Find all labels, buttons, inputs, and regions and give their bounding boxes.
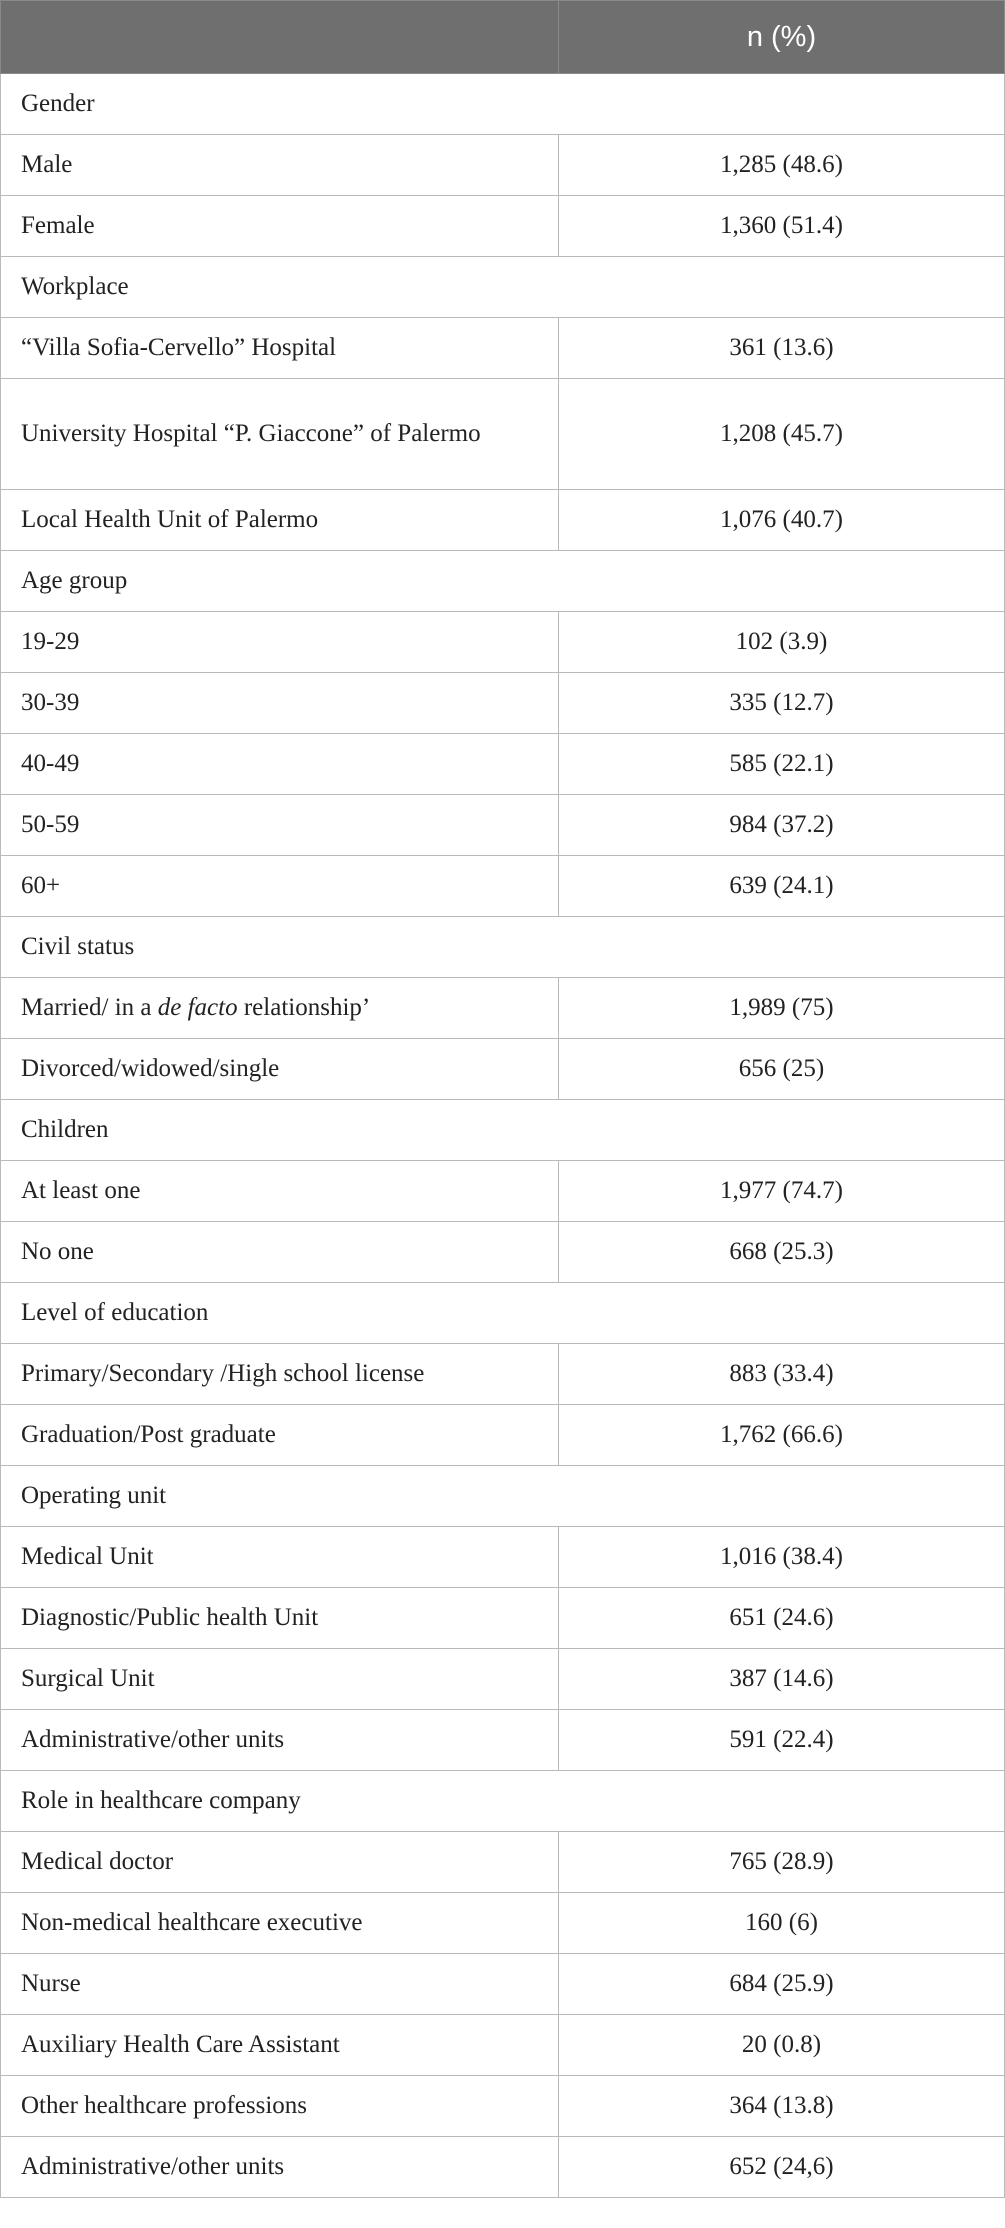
header-label-column [1,1,559,74]
row-label-italic-part: de facto [157,994,238,1021]
row-label: 50-59 [1,795,559,856]
row-label: Administrative/other units [1,1710,559,1771]
table-row [1,734,1005,795]
header-row [1,1,1005,74]
row-label: 30-39 [1,673,559,734]
table-row [1,490,1005,551]
row-label: “Villa Sofia-Cervello” Hospital [1,318,559,379]
header-n-percent-column: n (%) [559,1,1005,74]
row-value: 102 (3.9) [559,612,1005,673]
table-row [1,978,1005,1039]
table-body [1,74,1005,2198]
table-row [1,1527,1005,1588]
table-row [1,1832,1005,1893]
group-row [1,917,1005,978]
table-row [1,1893,1005,1954]
row-value: 1,285 (48.6) [559,135,1005,196]
group-heading: Level of education [1,1283,1005,1344]
table-row [1,856,1005,917]
row-label: Local Health Unit of Palermo [1,490,559,551]
group-row [1,1466,1005,1527]
row-value: 1,016 (38.4) [559,1527,1005,1588]
group-heading: Operating unit [1,1466,1005,1527]
row-value: 765 (28.9) [559,1832,1005,1893]
group-heading: Age group [1,551,1005,612]
group-heading: Gender [1,74,1005,135]
row-label: No one [1,1222,559,1283]
row-label: Graduation/Post graduate [1,1405,559,1466]
row-value: 1,989 (75) [559,978,1005,1039]
table-row [1,379,1005,490]
group-heading: Civil status [1,917,1005,978]
table-row [1,1588,1005,1649]
row-value: 668 (25.3) [559,1222,1005,1283]
row-value: 639 (24.1) [559,856,1005,917]
table-row [1,1039,1005,1100]
row-label-part: relationship’ [237,994,371,1021]
group-row [1,1771,1005,1832]
row-value: 1,762 (66.6) [559,1405,1005,1466]
row-value: 591 (22.4) [559,1710,1005,1771]
row-label: 60+ [1,856,559,917]
table-row [1,2015,1005,2076]
row-value: 1,208 (45.7) [559,379,1005,490]
row-label: Medical Unit [1,1527,559,1588]
table-row [1,612,1005,673]
row-label [1,978,559,1039]
row-value: 160 (6) [559,1893,1005,1954]
group-row [1,551,1005,612]
group-row [1,1283,1005,1344]
row-label: Non-medical healthcare executive [1,1893,559,1954]
group-heading: Workplace [1,257,1005,318]
row-label-part: Married/ in a [21,994,158,1021]
table-row [1,1405,1005,1466]
group-row [1,1100,1005,1161]
row-label: Auxiliary Health Care Assistant [1,2015,559,2076]
table-row [1,795,1005,856]
row-label: Divorced/widowed/single [1,1039,559,1100]
row-label: Male [1,135,559,196]
row-label: 19-29 [1,612,559,673]
row-value: 1,360 (51.4) [559,196,1005,257]
table-row [1,1649,1005,1710]
table-header [1,1,1005,74]
row-label: Administrative/other units [1,2137,559,2198]
row-value: 585 (22.1) [559,734,1005,795]
table-row [1,1344,1005,1405]
row-label: Nurse [1,1954,559,2015]
table-row [1,1222,1005,1283]
table-row [1,1954,1005,2015]
row-label: Surgical Unit [1,1649,559,1710]
row-value: 652 (24,6) [559,2137,1005,2198]
group-row [1,257,1005,318]
row-value: 20 (0.8) [559,2015,1005,2076]
table-row [1,196,1005,257]
row-value: 1,076 (40.7) [559,490,1005,551]
table-row [1,135,1005,196]
row-value: 387 (14.6) [559,1649,1005,1710]
row-label: Female [1,196,559,257]
group-heading: Role in healthcare company [1,1771,1005,1832]
row-label: Diagnostic/Public health Unit [1,1588,559,1649]
table-row [1,2076,1005,2137]
row-label: University Hospital “P. Giaccone” of Palermo [1,379,559,490]
row-label: At least one [1,1161,559,1222]
row-label: Medical doctor [1,1832,559,1893]
table-row [1,318,1005,379]
row-value: 883 (33.4) [559,1344,1005,1405]
group-heading: Children [1,1100,1005,1161]
row-label: 40-49 [1,734,559,795]
row-value: 684 (25.9) [559,1954,1005,2015]
row-value: 656 (25) [559,1039,1005,1100]
row-value: 1,977 (74.7) [559,1161,1005,1222]
row-label: Other healthcare professions [1,2076,559,2137]
table-row [1,1710,1005,1771]
row-value: 364 (13.8) [559,2076,1005,2137]
row-value: 651 (24.6) [559,1588,1005,1649]
group-row [1,74,1005,135]
table-row [1,1161,1005,1222]
table-row [1,2137,1005,2198]
row-label: Primary/Secondary /High school license [1,1344,559,1405]
table-row [1,673,1005,734]
row-value: 361 (13.6) [559,318,1005,379]
row-value: 984 (37.2) [559,795,1005,856]
row-value: 335 (12.7) [559,673,1005,734]
